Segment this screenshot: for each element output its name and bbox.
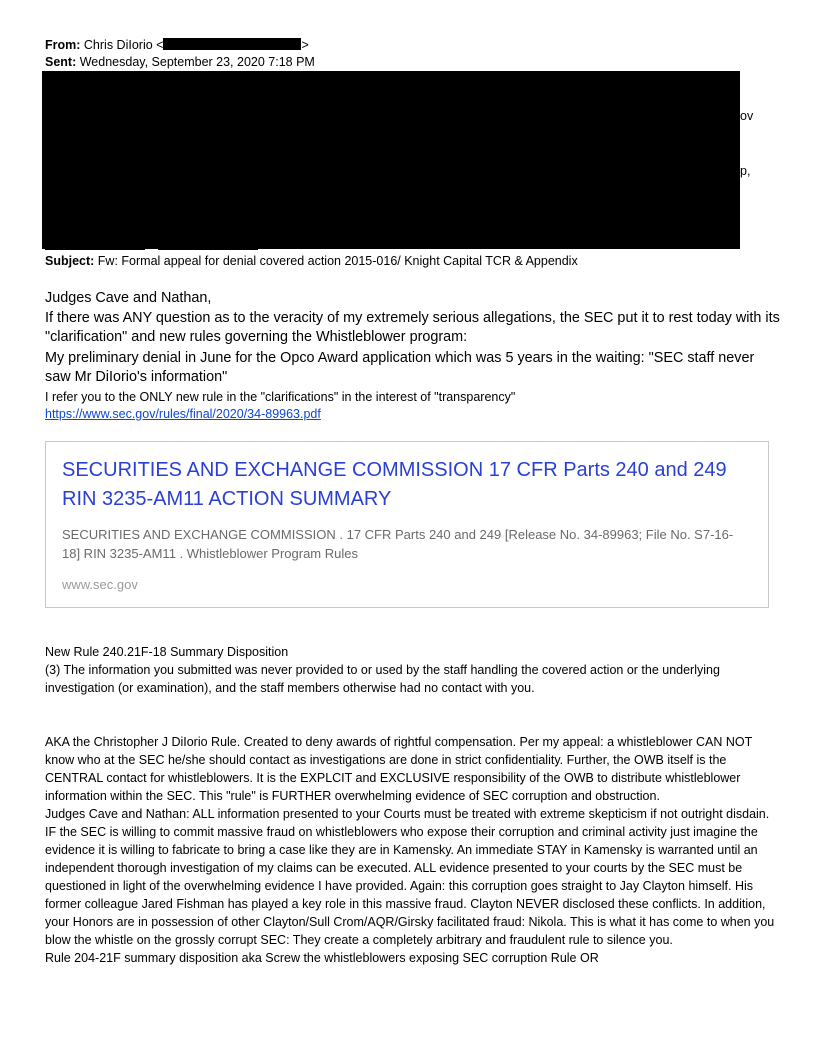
sent-label: Sent: — [45, 55, 77, 69]
sent-line — [45, 54, 315, 70]
redacted-trailing-text-1: ov — [740, 109, 754, 123]
closing-text — [45, 733, 780, 967]
subject-line — [45, 253, 578, 269]
redacted-email — [163, 38, 301, 50]
subject-label: Subject: — [45, 254, 95, 268]
pdf-link[interactable]: https://www.sec.gov/rules/final/2020/34-89963.pdf — [45, 407, 321, 421]
closing-paragraph-1: AKA the Christopher J DiIorio Rule. Created to deny awards of rightful compensation. Per my appeal: a whistleblower CAN NOT know who at the SEC he/she should contact as investigations are done in strict confidentiality. Further, the OWB itself is the CENTRAL contact for whistleblowers. It is the EXPLCIT and EXCLUSIVE responsibility of the OWB to distribute whistleblower information within the SEC. This "rule" is FURTHER overwhelming evidence of SEC corruption and obstruction. — [45, 735, 753, 803]
preview-description: SECURITIES AND EXCHANGE COMMISSION . 17 CFR Parts 240 and 249 [Release No. 34-89963; File No. S7-16-18] RIN 3235-AM11 . Whistleblower Program Rules — [62, 527, 734, 561]
redacted-recipients-block — [42, 71, 740, 249]
prelim-paragraph: My preliminary denial in June for the Opco Award application which was 5 years in the waiting: "SEC staff never saw Mr DiIorio's information" — [45, 350, 755, 385]
redacted-fragment-left — [45, 244, 145, 250]
preview-title[interactable]: SECURITIES AND EXCHANGE COMMISSION 17 CFR Parts 240 and 249 RIN 3235-AM11 ACTION SUMMARY — [62, 459, 727, 510]
redacted-fragment-right — [158, 244, 258, 250]
sent-value: Wednesday, September 23, 2020 7:18 PM — [79, 55, 315, 69]
from-label: From: — [45, 38, 81, 52]
redacted-trailing-text-2: p, — [740, 164, 751, 178]
from-value: Chris DiIorio < — [83, 38, 164, 52]
link-preview-card[interactable] — [45, 441, 769, 608]
from-line — [45, 37, 309, 53]
preview-domain: www.sec.gov — [62, 577, 138, 592]
refer-line: I refer you to the ONLY new rule in the "clarifications" in the interest of "transparency" — [45, 390, 516, 404]
closing-paragraph-3: Rule 204-21F summary disposition aka Screw the whistleblowers exposing SEC corruption Rule OR — [45, 951, 599, 965]
greeting: Judges Cave and Nathan, — [45, 290, 212, 306]
rule-heading: New Rule 240.21F-18 Summary Disposition — [45, 645, 289, 659]
closing-paragraph-2: Judges Cave and Nathan: ALL information presented to your Courts must be treated with extreme skepticism if not outright disdain. IF the SEC is willing to commit massive fraud on whistleblowers who expose their corruption and criminal activity just imagine the evidence it is willing to fabricate to bring a case like they are in Kamensky. An immediate STAY in Kamensky is warranted until an independent thorough investigation of my claims can be executed. ALL evidence presented to your courts by the SEC must be questioned in light of the overwhelming evidence I have provided. Again: this corruption goes straight to Jay Clayton himself. His former colleague Jared Fishman has played a key role in this massive fraud. Clayton NEVER disclosed these conflicts. In addition, your Honors are in possession of other Clayton/Sull Crom/AQR/Girsky facilitated fraud: Nikola. This is what it has come to when you blow the whistle on the grossly corrupt SEC: They create a completely arbitrary and fraudulent rule to silence you. — [45, 807, 775, 947]
intro-paragraph: If there was ANY question as to the veracity of my extremely serious allegations, the SEC put it to rest today with its "clarification" and new rules governing the Whistleblower program: — [45, 310, 780, 345]
subject-value: Fw: Formal appeal for denial covered action 2015-016/ Knight Capital TCR & Appendix — [97, 254, 578, 268]
pdf-link-wrapper — [45, 405, 321, 423]
from-suffix: > — [301, 38, 309, 52]
rule-text: (3) The information you submitted was never provided to or used by the staff handling the covered action or the underlying investigation (or examination), and the staff members otherwise had no contact with you. — [45, 663, 720, 695]
